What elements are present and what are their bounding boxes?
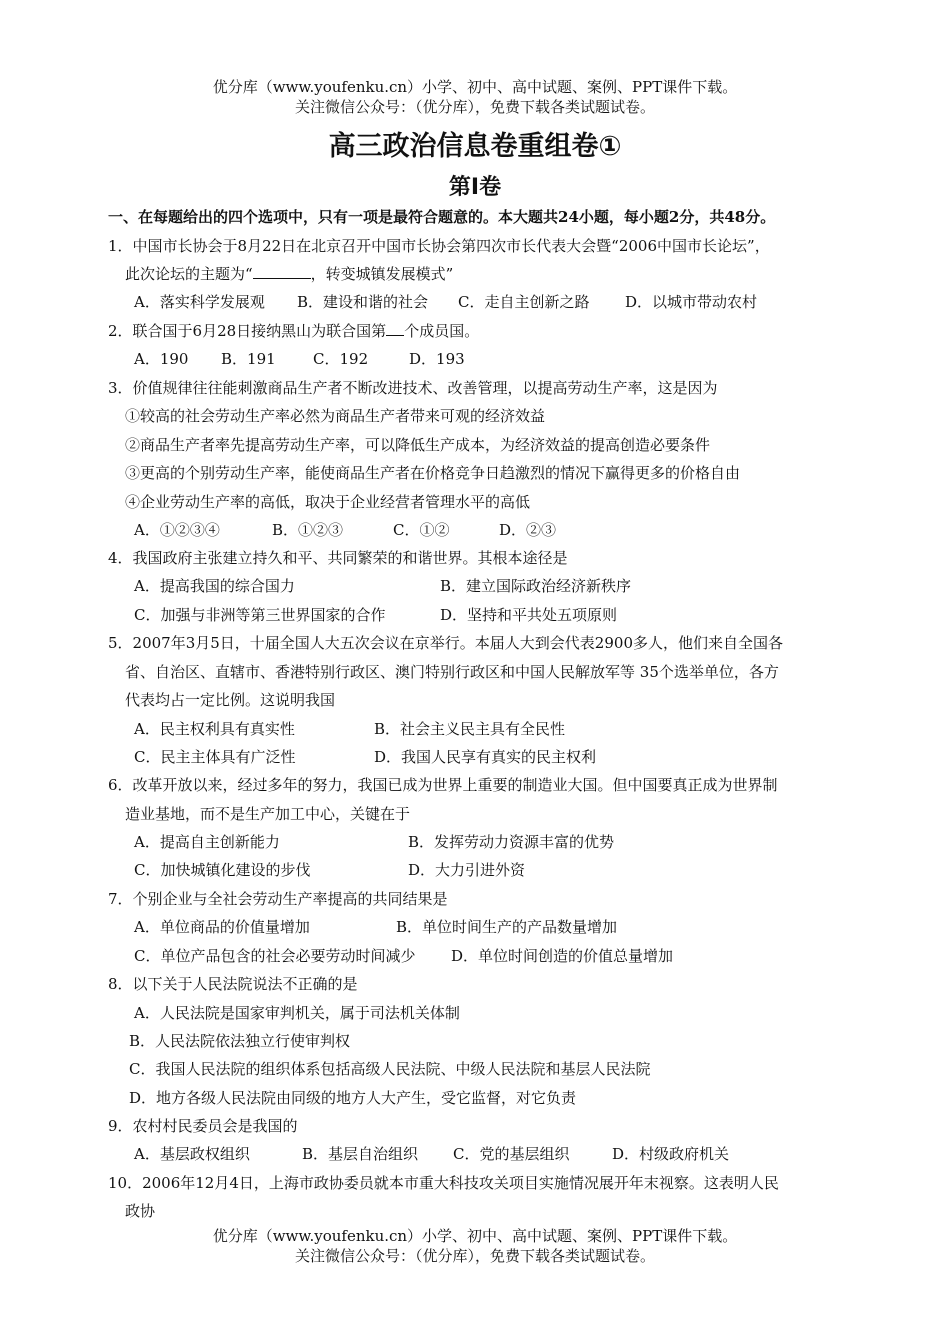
q7-option-c: C．单位产品包含的社会必要劳动时间减少 xyxy=(134,947,416,965)
q7-option-b: B．单位时间生产的产品数量增加 xyxy=(396,918,618,936)
q4-option-c: C．加强与非洲等第三世界国家的合作 xyxy=(134,606,386,624)
footer-line-2: 关注微信公众号：（优分库），免费下载各类试题试卷。 xyxy=(294,1247,655,1265)
q7-option-a: A．单位商品的价值量增加 xyxy=(134,918,310,936)
q5-option-b: B．社会主义民主具有全民性 xyxy=(374,720,566,738)
q1-stem-line-2 xyxy=(125,264,453,284)
q5-stem-line-1: 5．2007年3月5日，十届全国人大五次会议在京举行。本届人大到会代表2900多人，他们来自全国各 xyxy=(108,634,783,652)
page-title: 高三政治信息卷重组卷① xyxy=(328,131,622,162)
q4-stem: 4．我国政府主张建立持久和平、共同繁荣的和谐世界。其根本途径是 xyxy=(108,549,568,567)
q3-statement-1: ①较高的社会劳动生产率必然为商品生产者带来可观的经济效益 xyxy=(125,407,546,425)
q7-option-d: D．单位时间创造的价值总量增加 xyxy=(451,947,674,965)
q5-option-d: D．我国人民享有真实的民主权利 xyxy=(374,748,597,766)
q3-option-b: B．①②③ xyxy=(272,521,344,539)
q6-option-b: B．发挥劳动力资源丰富的优势 xyxy=(408,833,615,851)
q6-option-d: D．大力引进外资 xyxy=(408,861,526,879)
q5-stem-line-3: 代表均占一定比例。这说明我国 xyxy=(125,691,336,709)
q1-option-a: A．落实科学发展观 xyxy=(134,293,265,311)
q1-option-c: C．走自主创新之路 xyxy=(458,293,590,311)
header-line-1: 优分库（www.youfenku.cn）小学、初中、高中试题、案例、PPT课件下载。 xyxy=(212,78,738,96)
q8-option-c: C．我国人民法院的组织体系包括高级人民法院、中级人民法院和基层人民法院 xyxy=(129,1060,651,1078)
section-instructions: 一、在每题给出的四个选项中，只有一项是最符合题意的。本大题共24小题，每小题2分，共48分。 xyxy=(108,208,776,226)
q6-stem-line-2: 造业基地，而不是生产加工中心，关键在于 xyxy=(125,805,411,823)
q2-option-a: A．190 xyxy=(134,350,189,368)
q1-option-b: B．建设和谐的社会 xyxy=(297,293,429,311)
q8-option-b: B．人民法院依法独立行使审判权 xyxy=(129,1032,351,1050)
q5-stem-line-2: 省、自治区、直辖市、香港特别行政区、澳门特别行政区和中国人民解放军等 35个选举单位，各方 xyxy=(125,663,779,681)
q3-option-c: C．①② xyxy=(393,521,450,539)
q2-option-d: D．193 xyxy=(409,350,465,368)
q10-stem-line-1: 10．2006年12月4日，上海市政协委员就本市重大科技攻关项目实施情况展开年末视察。这表明人民 xyxy=(108,1174,779,1192)
q4-option-a: A．提高我国的综合国力 xyxy=(134,577,295,595)
q2-stem xyxy=(108,321,479,341)
q3-option-a: A．①②③④ xyxy=(134,521,220,539)
q6-stem-line-1: 6．改革开放以来，经过多年的努力，我国已成为世界上重要的制造业大国。但中国要真正成为世界制 xyxy=(108,776,778,794)
q5-option-a: A．民主权利具有真实性 xyxy=(134,720,295,738)
q8-option-a: A．人民法院是国家审判机关，属于司法机关体制 xyxy=(134,1004,460,1022)
q8-option-d: D．地方各级人民法院由同级的地方人大产生，受它监督，对它负责 xyxy=(129,1089,577,1107)
q2-answer-blank xyxy=(386,321,404,336)
page-subtitle: 第Ⅰ卷 xyxy=(448,175,502,200)
q6-option-c: C．加快城镇化建设的步伐 xyxy=(134,861,311,879)
q1-stem-part-a: 此次论坛的主题为“ xyxy=(125,265,253,283)
q9-option-b: B．基层自治组织 xyxy=(302,1145,419,1163)
q9-stem: 9．农村村民委员会是我国的 xyxy=(108,1117,298,1135)
q1-stem-part-b: ，转变城镇发展模式” xyxy=(310,265,454,283)
q5-option-c: C．民主主体具有广泛性 xyxy=(134,748,296,766)
q1-option-d: D．以城市带动农村 xyxy=(625,293,758,311)
q6-option-a: A．提高自主创新能力 xyxy=(134,833,280,851)
q9-option-a: A．基层政权组织 xyxy=(134,1145,250,1163)
q9-option-c: C．党的基层组织 xyxy=(453,1145,570,1163)
q1-stem-line-1: 1．中国市长协会于8月22日在北京召开中国市长协会第四次市长代表大会暨“2006中国市长论坛”， xyxy=(108,237,770,255)
q10-stem-line-2: 政协 xyxy=(125,1202,156,1220)
q1-answer-blank xyxy=(253,264,311,279)
q3-option-d: D．②③ xyxy=(499,521,557,539)
q3-statement-4: ④企业劳动生产率的高低，取决于企业经营者管理水平的高低 xyxy=(125,493,531,511)
q2-option-c: C．192 xyxy=(313,350,369,368)
q4-option-d: D．坚持和平共处五项原则 xyxy=(440,606,618,624)
q7-stem: 7．个别企业与全社会劳动生产率提高的共同结果是 xyxy=(108,890,448,908)
q3-statement-3: ③更高的个别劳动生产率，能使商品生产者在价格竞争日趋激烈的情况下赢得更多的价格自由 xyxy=(125,464,741,482)
q3-statement-2: ②商品生产者率先提高劳动生产率，可以降低生产成本，为经济效益的提高创造必要条件 xyxy=(125,436,711,454)
q3-stem: 3．价值规律往往能刺激商品生产者不断改进技术、改善管理，以提高劳动生产率，这是因为 xyxy=(108,379,718,397)
q4-option-b: B．建立国际政治经济新秩序 xyxy=(440,577,632,595)
q2-option-b: B．191 xyxy=(221,350,276,368)
footer-line-1: 优分库（www.youfenku.cn）小学、初中、高中试题、案例、PPT课件下载。 xyxy=(212,1227,738,1245)
header-line-2: 关注微信公众号：（优分库），免费下载各类试题试卷。 xyxy=(294,98,655,116)
q2-stem-part-b: 个成员国。 xyxy=(404,322,480,340)
q9-option-d: D．村级政府机关 xyxy=(612,1145,730,1163)
q2-stem-part-a: 2．联合国于6月28日接纳黑山为联合国第 xyxy=(108,322,387,340)
q8-stem: 8．以下关于人民法院说法不正确的是 xyxy=(108,975,358,993)
